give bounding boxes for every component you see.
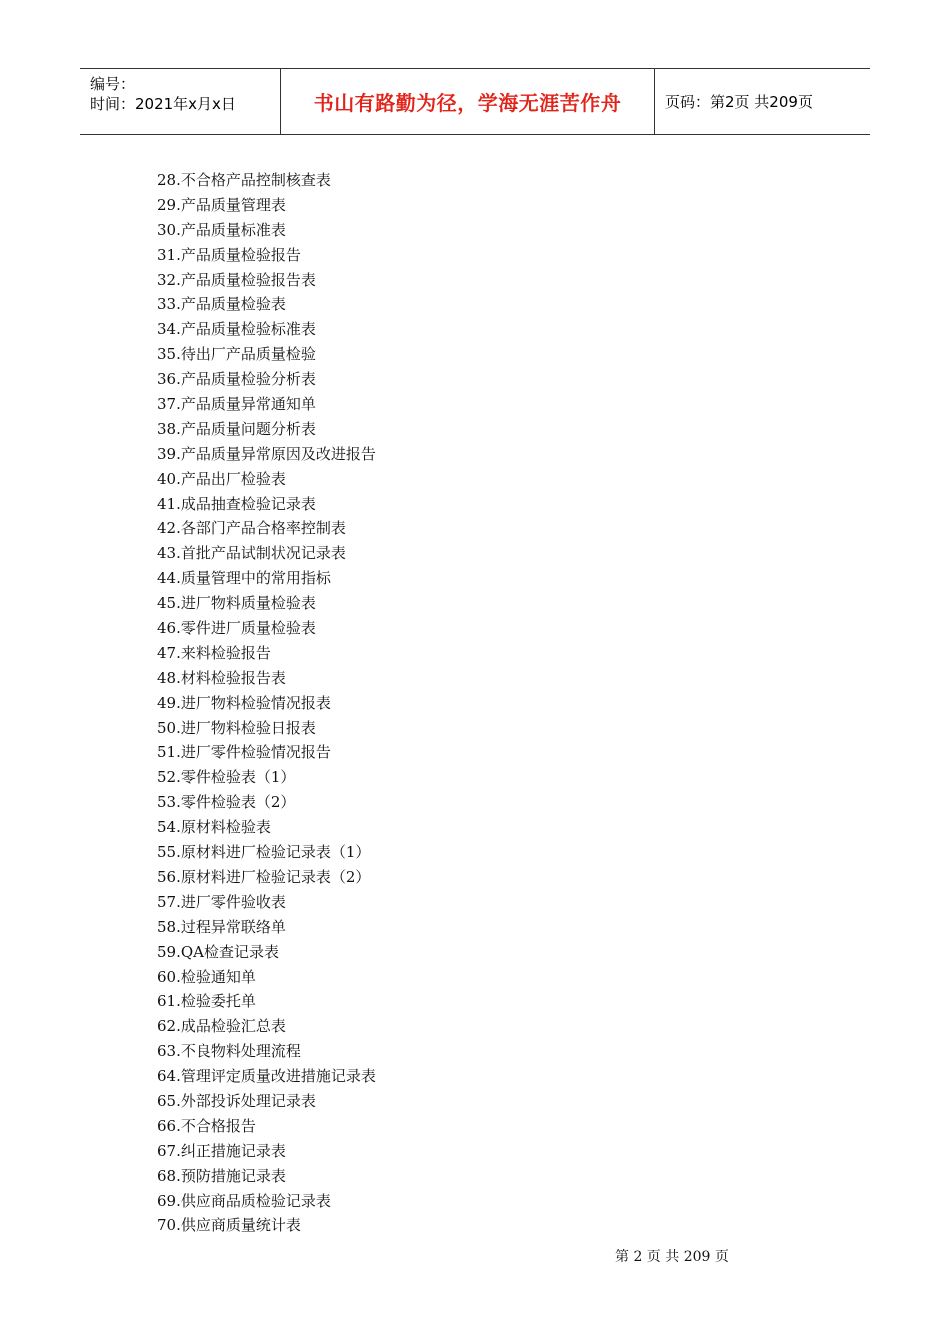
list-item: 57.进厂零件验收表 <box>157 892 286 911</box>
header-motto-cell <box>281 69 655 134</box>
list-item: 63.不良物料处理流程 <box>157 1042 301 1061</box>
header-meta-cell <box>80 69 281 134</box>
list-item: 40.产品出厂检验表 <box>157 469 286 488</box>
list-item: 65.外部投诉处理记录表 <box>157 1091 316 1110</box>
list-item: 69.供应商品质检验记录表 <box>157 1191 331 1210</box>
date-label: 时间：2021年x月x日 <box>90 95 236 113</box>
list-item: 48.材料检验报告表 <box>157 668 286 687</box>
list-item: 35.待出厂产品质量检验 <box>157 345 316 364</box>
list-item: 54.原材料检验表 <box>157 818 271 837</box>
list-item: 39.产品质量异常原因及改进报告 <box>157 444 376 463</box>
list-item: 45.进厂物料质量检验表 <box>157 594 316 613</box>
header-page-cell <box>655 69 870 134</box>
list-item: 62.成品检验汇总表 <box>157 1017 286 1036</box>
number-label: 编号： <box>90 75 136 93</box>
list-item: 53.零件检验表（2） <box>157 793 296 812</box>
list-item: 70.供应商质量统计表 <box>157 1216 301 1235</box>
list-item: 60.检验通知单 <box>157 967 256 986</box>
list-item: 30.产品质量标准表 <box>157 220 286 239</box>
motto-text: 书山有路勤为径，学海无涯苦作舟 <box>313 91 622 115</box>
list-item: 50.进厂物料检验日报表 <box>157 718 316 737</box>
contents-list <box>157 168 376 1238</box>
list-item: 33.产品质量检验表 <box>157 295 286 314</box>
list-item: 31.产品质量检验报告 <box>157 245 301 264</box>
list-item: 46.零件进厂质量检验表 <box>157 619 316 638</box>
list-item: 28.不合格产品控制核查表 <box>157 171 331 189</box>
list-item: 37.产品质量异常通知单 <box>157 395 316 414</box>
list-item: 52.零件检验表（1） <box>157 768 296 787</box>
list-item: 68.预防措施记录表 <box>157 1166 286 1185</box>
list-item: 47.来料检验报告 <box>157 643 271 662</box>
list-item: 51.进厂零件检验情况报告 <box>157 743 331 762</box>
list-item: 64.管理评定质量改进措施记录表 <box>157 1067 376 1086</box>
list-item: 56.原材料进厂检验记录表（2） <box>157 867 371 886</box>
list-item: 43.首批产品试制状况记录表 <box>157 544 346 563</box>
list-item: 34.产品质量检验标准表 <box>157 320 316 339</box>
list-item: 32.产品质量检验报告表 <box>157 270 316 289</box>
list-item: 41.成品抽查检验记录表 <box>157 494 316 513</box>
list-item: 59.QA检查记录表 <box>157 942 279 961</box>
list-item: 58.过程异常联络单 <box>157 917 286 936</box>
list-item: 55.原材料进厂检验记录表（1） <box>157 843 371 862</box>
page-header <box>80 68 870 135</box>
list-item: 49.进厂物料检验情况报表 <box>157 693 331 712</box>
list-item: 38.产品质量问题分析表 <box>157 419 316 438</box>
list-item: 61.检验委托单 <box>157 992 256 1011</box>
list-item: 44.质量管理中的常用指标 <box>157 569 331 588</box>
list-item: 36.产品质量检验分析表 <box>157 370 316 389</box>
list-item: 66.不合格报告 <box>157 1116 256 1135</box>
page-footer: 第 2 页 共 209 页 <box>615 1249 729 1265</box>
list-item: 67.纠正措施记录表 <box>157 1141 286 1160</box>
list-item: 42.各部门产品合格率控制表 <box>157 519 346 538</box>
header-page-info: 页码：第2页 共209页 <box>665 93 813 111</box>
list-item: 29.产品质量管理表 <box>157 195 286 214</box>
